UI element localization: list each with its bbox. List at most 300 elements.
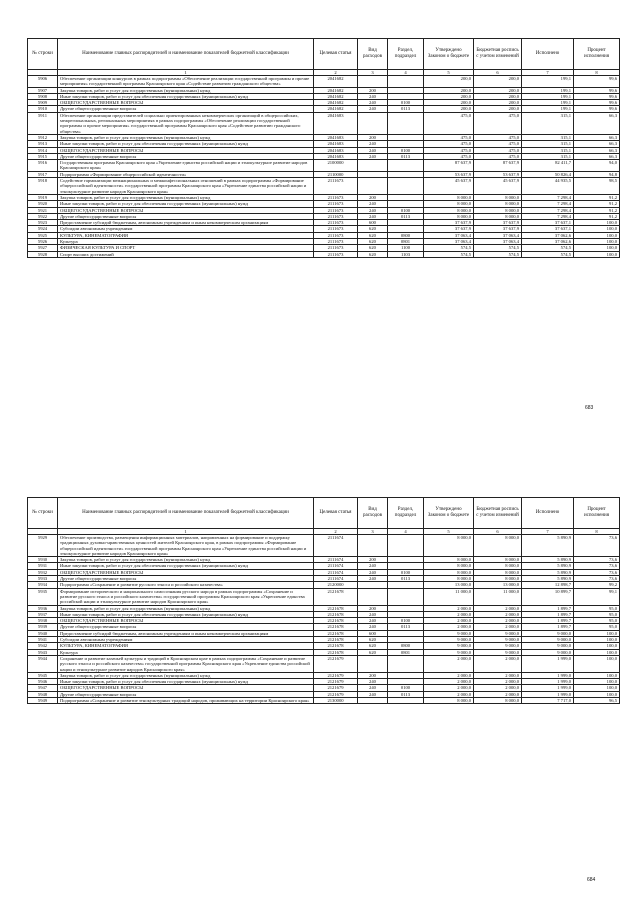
row-approved: 475,0 (424, 147, 474, 153)
row-section (388, 112, 424, 134)
row-name: Культура (58, 239, 314, 245)
row-percent: 95,0 (574, 605, 620, 611)
row-name: Другие общегосударственные вопросы (58, 576, 314, 582)
column-number: 8 (574, 529, 620, 535)
row-executed: 199,1 (522, 106, 574, 112)
row-percent: 99,2 (574, 582, 620, 588)
row-approved: 475,0 (424, 134, 474, 140)
row-expense-kind (358, 76, 388, 88)
row-number: 5906 (28, 76, 58, 88)
row-target-article: 2111673 (314, 232, 358, 238)
row-number: 5934 (28, 582, 58, 588)
column-number: 4 (388, 529, 424, 535)
row-executed: 1 999,0 (522, 685, 574, 691)
row-name: Закупка товаров, работ и услуг для государственных (муниципальных) нужд (58, 605, 314, 611)
row-approved: 8 000,0 (424, 557, 474, 563)
row-budget-list: 37 637,9 (474, 220, 522, 226)
row-target-article: 2041682 (314, 93, 358, 99)
row-executed: 37 637,1 (522, 220, 574, 226)
row-target-article: 2121678 (314, 618, 358, 624)
row-budget-list: 2 000,0 (474, 611, 522, 617)
row-number: 5933 (28, 576, 58, 582)
row-number: 5947 (28, 685, 58, 691)
row-target-article: 2111673 (314, 213, 358, 219)
row-budget-list: 475,0 (474, 134, 522, 140)
row-name: ФИЗИЧЕСКАЯ КУЛЬТУРА И СПОРТ (58, 245, 314, 251)
row-section: 0100 (388, 100, 424, 106)
row-percent: 66,3 (574, 134, 620, 140)
row-section: 0800 (388, 643, 424, 649)
row-section: 0100 (388, 685, 424, 691)
row-target-article: 2041682 (314, 106, 358, 112)
row-name: ОБЩЕГОСУДАРСТВЕННЫЕ ВОПРОСЫ (58, 685, 314, 691)
row-section: 0100 (388, 207, 424, 213)
row-approved: 2 000,0 (424, 672, 474, 678)
row-budget-list: 200,0 (474, 76, 522, 88)
row-name: Закупка товаров, работ и услуг для государственных (муниципальных) нужд (58, 557, 314, 563)
row-budget-list: 11 000,0 (474, 588, 522, 605)
row-expense-kind: 620 (358, 245, 388, 251)
row-percent: 100,0 (574, 245, 620, 251)
row-name: ОБЩЕГОСУДАРСТВЕННЫЕ ВОПРОСЫ (58, 618, 314, 624)
row-name: Закупка товаров, работ и услуг для государственных (муниципальных) нужд (58, 672, 314, 678)
row-approved: 200,0 (424, 106, 474, 112)
row-number: 5907 (28, 87, 58, 93)
row-number: 5915 (28, 153, 58, 159)
row-budget-list: 8 000,0 (474, 207, 522, 213)
row-approved: 8 000,0 (424, 207, 474, 213)
header-expense-kind: Вид расходов (358, 39, 388, 70)
table-row (28, 112, 620, 134)
table-row (28, 76, 620, 88)
row-approved: 9 000,0 (424, 637, 474, 643)
row-budget-list: 574,5 (474, 245, 522, 251)
column-number: 7 (522, 529, 574, 535)
row-executed: 50 826,4 (522, 171, 574, 177)
header-executed: Исполнено (522, 39, 574, 70)
row-target-article: 2121678 (314, 611, 358, 617)
row-number: 5925 (28, 232, 58, 238)
row-budget-list: 9 000,0 (474, 649, 522, 655)
row-name: Другие общегосударственные вопросы (58, 691, 314, 697)
row-approved: 200,0 (424, 87, 474, 93)
row-executed: 1 999,0 (522, 679, 574, 685)
column-number: 3 (358, 70, 388, 76)
row-target-article: 2130000 (314, 698, 358, 704)
row-target-article: 2041682 (314, 87, 358, 93)
row-target-article: 2041682 (314, 76, 358, 88)
row-number: 5944 (28, 655, 58, 672)
row-name: Другие общегосударственные вопросы (58, 213, 314, 219)
row-target-article: 2121679 (314, 691, 358, 697)
row-number: 5949 (28, 698, 58, 704)
row-approved: 8 000,0 (424, 213, 474, 219)
row-target-article: 2121678 (314, 588, 358, 605)
row-expense-kind: 240 (358, 685, 388, 691)
row-name: Государственная программа Красноярского края «Укрепление единства российской нации и этнокультурное развитие народов Красноярского края» (58, 160, 314, 172)
header-percent: Процент исполнения (574, 39, 620, 70)
row-budget-list: 8 000,0 (474, 535, 522, 557)
row-number: 5938 (28, 618, 58, 624)
row-executed: 5 890,9 (522, 535, 574, 557)
row-target-article: 2121679 (314, 672, 358, 678)
row-expense-kind: 600 (358, 220, 388, 226)
row-target-article: 2111674 (314, 563, 358, 569)
row-percent: 100,0 (574, 679, 620, 685)
row-expense-kind: 620 (358, 649, 388, 655)
row-expense-kind: 200 (358, 672, 388, 678)
column-number: 3 (358, 529, 388, 535)
row-name: Иные закупки товаров, работ и услуг для обеспечения государственных (муниципальных) нужд (58, 201, 314, 207)
row-executed: 37 637,1 (522, 226, 574, 232)
row-percent: 99,6 (574, 93, 620, 99)
row-approved: 2 000,0 (424, 605, 474, 611)
row-target-article: 2111673 (314, 239, 358, 245)
row-name: Обеспечение производства, размещения информационных материалов, направленных на формирование и поддержку традиционных духовно-нравственных ценностей жителей Красноярского края, в рамках подпрограммы «Формирование общероссийской идентичности» государственной программы Красноярского края «Укрепление единства российской нации и этнокультурное развитие народов Красноярского края» (58, 535, 314, 557)
row-expense-kind: 200 (358, 194, 388, 200)
row-expense-kind: 620 (358, 226, 388, 232)
row-expense-kind (358, 535, 388, 557)
row-section: 0113 (388, 576, 424, 582)
row-number: 5912 (28, 134, 58, 140)
header-row-number: № строки (28, 498, 58, 529)
row-name: Обеспечение организации представителей социально ориентированных некоммерческих организаций в общероссийских, межрегиональных, региональных мероприятиях в рамках подпрограммы «Обеспечение реализации государственной программы и прочие мероприятия» государственной программы Красноярского края «Содействие развитию гражданского общества» (58, 112, 314, 134)
row-section: 0113 (388, 153, 424, 159)
row-expense-kind: 620 (358, 232, 388, 238)
row-percent: 94,0 (574, 160, 620, 172)
row-target-article: 2110000 (314, 171, 358, 177)
row-executed: 7 717,0 (522, 698, 574, 704)
row-executed: 315,1 (522, 153, 574, 159)
row-executed: 44 935,5 (522, 178, 574, 195)
row-number: 5931 (28, 563, 58, 569)
row-percent: 66,3 (574, 141, 620, 147)
row-executed: 1 899,7 (522, 611, 574, 617)
row-executed: 1 999,0 (522, 655, 574, 672)
row-expense-kind: 620 (358, 239, 388, 245)
row-percent: 100,0 (574, 637, 620, 643)
header-target-article: Целевая статья (314, 39, 358, 70)
row-percent: 98,5 (574, 178, 620, 195)
row-executed: 37 062,6 (522, 239, 574, 245)
row-percent: 91,2 (574, 194, 620, 200)
row-approved: 475,0 (424, 141, 474, 147)
row-percent: 96,5 (574, 698, 620, 704)
row-executed: 5 890,9 (522, 576, 574, 582)
row-budget-list: 2 000,0 (474, 605, 522, 611)
row-budget-list: 8 000,0 (474, 698, 522, 704)
row-target-article: 2111674 (314, 557, 358, 563)
row-target-article: 2041683 (314, 141, 358, 147)
row-executed: 199,1 (522, 76, 574, 88)
row-name: Другие общегосударственные вопросы (58, 106, 314, 112)
row-target-article: 2111673 (314, 207, 358, 213)
row-budget-list: 37 063,4 (474, 232, 522, 238)
row-percent: 100,0 (574, 220, 620, 226)
row-percent: 100,0 (574, 685, 620, 691)
row-section (388, 655, 424, 672)
row-section (388, 76, 424, 88)
row-executed: 9 000,0 (522, 649, 574, 655)
row-percent: 73,6 (574, 563, 620, 569)
row-target-article: 2111674 (314, 569, 358, 575)
row-expense-kind: 240 (358, 106, 388, 112)
row-executed: 12 898,7 (522, 582, 574, 588)
row-number: 5939 (28, 624, 58, 630)
row-budget-list: 45 637,9 (474, 178, 522, 195)
row-budget-list: 475,0 (474, 112, 522, 134)
row-percent: 100,0 (574, 226, 620, 232)
row-number: 5914 (28, 147, 58, 153)
row-target-article: 2111673 (314, 178, 358, 195)
row-budget-list: 2 000,0 (474, 685, 522, 691)
row-name: КУЛЬТУРА, КИНЕМАТОГРАФИЯ (58, 232, 314, 238)
row-approved: 2 000,0 (424, 611, 474, 617)
table-row (28, 655, 620, 672)
row-executed: 5 890,9 (522, 557, 574, 563)
row-name: Содействие гармонизации межнациональных и межконфессиональных отношений в рамках подпрограммы «Формирование общероссийской идентичности» государственной программы Красноярского края «Укрепление единства российской нации и этнокультурное развитие народов Красноярского края» (58, 178, 314, 195)
row-target-article: 2041683 (314, 134, 358, 140)
row-approved: 574,5 (424, 245, 474, 251)
row-approved: 13 000,0 (424, 582, 474, 588)
row-budget-list: 475,0 (474, 147, 522, 153)
row-approved: 200,0 (424, 100, 474, 106)
row-expense-kind: 240 (358, 679, 388, 685)
row-target-article: 2121679 (314, 679, 358, 685)
row-name: Субсидии автономным учреждениям (58, 226, 314, 232)
row-approved: 37 063,4 (424, 239, 474, 245)
row-approved: 8 000,0 (424, 535, 474, 557)
row-budget-list: 13 000,0 (474, 582, 522, 588)
header-budget-list: Бюджетная роспись с учетом изменений (474, 498, 522, 529)
header-percent: Процент исполнения (574, 498, 620, 529)
row-number: 5921 (28, 207, 58, 213)
row-name: ОБЩЕГОСУДАРСТВЕННЫЕ ВОПРОСЫ (58, 569, 314, 575)
row-percent: 100,0 (574, 691, 620, 697)
row-budget-list: 2 000,0 (474, 679, 522, 685)
row-section: 0801 (388, 239, 424, 245)
row-percent: 100,0 (574, 630, 620, 636)
row-approved: 2 000,0 (424, 691, 474, 697)
row-number: 5928 (28, 251, 58, 257)
row-percent: 73,6 (574, 557, 620, 563)
row-name: Закупка товаров, работ и услуг для государственных (муниципальных) нужд (58, 134, 314, 140)
row-number: 5908 (28, 93, 58, 99)
row-name: Другие общегосударственные вопросы (58, 153, 314, 159)
row-number: 5911 (28, 112, 58, 134)
row-number: 5929 (28, 535, 58, 557)
row-percent: 99,6 (574, 76, 620, 88)
row-expense-kind: 240 (358, 93, 388, 99)
row-target-article: 2111673 (314, 245, 358, 251)
row-executed: 9 000,0 (522, 630, 574, 636)
header-target-article: Целевая статья (314, 498, 358, 529)
column-number: 6 (474, 70, 522, 76)
row-number: 5920 (28, 201, 58, 207)
column-number: 5 (424, 529, 474, 535)
row-percent: 95,0 (574, 611, 620, 617)
row-number: 5936 (28, 605, 58, 611)
row-expense-kind: 200 (358, 87, 388, 93)
budget-table (27, 38, 620, 258)
row-number: 5917 (28, 171, 58, 177)
row-target-article: 2121679 (314, 685, 358, 691)
row-name: Подпрограмма «Формирование общероссийской идентичности» (58, 171, 314, 177)
row-budget-list: 2 000,0 (474, 618, 522, 624)
header-name: Наименование главных распорядителей и наименование показателей бюджетной классификации (58, 498, 314, 529)
row-name: Предоставление субсидий бюджетным, автономным учреждениям и иным некоммерческим организациям (58, 630, 314, 636)
row-name: Иные закупки товаров, работ и услуг для обеспечения государственных (муниципальных) нужд (58, 141, 314, 147)
row-number: 5943 (28, 649, 58, 655)
column-number: 1 (58, 70, 314, 76)
row-number: 5945 (28, 672, 58, 678)
row-expense-kind (358, 698, 388, 704)
row-section: 0113 (388, 624, 424, 630)
row-percent: 99,1 (574, 588, 620, 605)
row-budget-list: 8 000,0 (474, 569, 522, 575)
row-budget-list: 200,0 (474, 106, 522, 112)
row-budget-list: 9 000,0 (474, 643, 522, 649)
row-approved: 37 063,4 (424, 232, 474, 238)
column-number: 6 (474, 529, 522, 535)
row-number: 5927 (28, 245, 58, 251)
row-percent: 100,0 (574, 655, 620, 672)
header-section: Раздел, подраздел (388, 498, 424, 529)
row-target-article: 2120000 (314, 582, 358, 588)
row-expense-kind (358, 655, 388, 672)
row-expense-kind: 200 (358, 134, 388, 140)
header-approved: Утверждено Законом о бюджете (424, 39, 474, 70)
row-executed: 82 411,7 (522, 160, 574, 172)
row-name: ОБЩЕГОСУДАРСТВЕННЫЕ ВОПРОСЫ (58, 147, 314, 153)
row-section (388, 178, 424, 195)
row-executed: 1 999,0 (522, 691, 574, 697)
row-budget-list: 200,0 (474, 87, 522, 93)
row-approved: 2 000,0 (424, 685, 474, 691)
row-number: 5924 (28, 226, 58, 232)
row-expense-kind: 240 (358, 153, 388, 159)
row-target-article: 2111673 (314, 201, 358, 207)
row-name: Иные закупки товаров, работ и услуг для обеспечения государственных (муниципальных) нужд (58, 611, 314, 617)
row-percent: 100,0 (574, 643, 620, 649)
row-target-article: 2111674 (314, 535, 358, 557)
row-percent: 66,3 (574, 147, 620, 153)
page-number: 683 (585, 405, 594, 411)
row-percent: 100,0 (574, 239, 620, 245)
budget-page-683 (27, 38, 619, 411)
row-expense-kind: 620 (358, 251, 388, 257)
row-expense-kind: 600 (358, 630, 388, 636)
row-approved: 8 000,0 (424, 569, 474, 575)
row-executed: 574,5 (522, 251, 574, 257)
row-percent: 100,0 (574, 672, 620, 678)
row-percent: 100,0 (574, 251, 620, 257)
row-name: Иные закупки товаров, работ и услуг для обеспечения государственных (муниципальных) нужд (58, 679, 314, 685)
row-number: 5935 (28, 588, 58, 605)
row-expense-kind: 240 (358, 569, 388, 575)
header-expense-kind: Вид расходов (358, 498, 388, 529)
row-approved: 2 000,0 (424, 679, 474, 685)
row-section: 0100 (388, 569, 424, 575)
row-section: 0800 (388, 232, 424, 238)
row-target-article: 2121678 (314, 643, 358, 649)
column-number: 5 (424, 70, 474, 76)
row-percent: 99,6 (574, 100, 620, 106)
row-target-article: 2121678 (314, 605, 358, 611)
row-percent: 73,6 (574, 576, 620, 582)
header-section: Раздел, подраздел (388, 39, 424, 70)
row-section: 0100 (388, 147, 424, 153)
row-name: Культура (58, 649, 314, 655)
table-row (28, 588, 620, 605)
row-number: 5941 (28, 637, 58, 643)
row-number: 5923 (28, 220, 58, 226)
row-expense-kind: 240 (358, 213, 388, 219)
row-name: Предоставление субсидий бюджетным, автономным учреждениям и иным некоммерческим организациям (58, 220, 314, 226)
row-percent: 66,3 (574, 112, 620, 134)
row-executed: 7 298,4 (522, 213, 574, 219)
column-number: 7 (522, 70, 574, 76)
row-name: Спорт высших достижений (58, 251, 314, 257)
row-executed: 199,1 (522, 87, 574, 93)
row-section: 1103 (388, 251, 424, 257)
row-budget-list: 8 000,0 (474, 194, 522, 200)
row-name: Другие общегосударственные вопросы (58, 624, 314, 630)
row-expense-kind: 240 (358, 141, 388, 147)
row-executed: 9 000,0 (522, 637, 574, 643)
row-percent: 100,0 (574, 232, 620, 238)
row-number: 5946 (28, 679, 58, 685)
row-target-article: 2111673 (314, 220, 358, 226)
row-section: 0100 (388, 618, 424, 624)
header-approved: Утверждено Законом о бюджете (424, 498, 474, 529)
row-number: 5930 (28, 557, 58, 563)
row-budget-list: 8 000,0 (474, 563, 522, 569)
row-budget-list: 9 000,0 (474, 637, 522, 643)
row-target-article: 2121678 (314, 637, 358, 643)
row-name: Закупка товаров, работ и услуг для государственных (муниципальных) нужд (58, 194, 314, 200)
row-executed: 315,1 (522, 147, 574, 153)
row-name: ОБЩЕГОСУДАРСТВЕННЫЕ ВОПРОСЫ (58, 100, 314, 106)
row-expense-kind: 240 (358, 207, 388, 213)
row-target-article: 2121678 (314, 630, 358, 636)
row-expense-kind: 240 (358, 576, 388, 582)
row-percent: 99,6 (574, 87, 620, 93)
row-expense-kind: 240 (358, 563, 388, 569)
row-approved: 200,0 (424, 93, 474, 99)
table-body (28, 76, 620, 258)
row-approved: 200,0 (424, 76, 474, 88)
row-budget-list: 2 000,0 (474, 655, 522, 672)
row-budget-list: 8 000,0 (474, 201, 522, 207)
row-budget-list: 8 000,0 (474, 213, 522, 219)
row-section: 1100 (388, 245, 424, 251)
row-percent: 95,0 (574, 618, 620, 624)
row-name: Иные закупки товаров, работ и услуг для обеспечения государственных (муниципальных) нужд (58, 93, 314, 99)
row-executed: 10 899,7 (522, 588, 574, 605)
header-name: Наименование главных распорядителей и наименование показателей бюджетной классификации (58, 39, 314, 70)
row-approved: 8 000,0 (424, 563, 474, 569)
row-name: Подпрограмма «Сохранение и развитие русского этноса и российского казачества» (58, 582, 314, 588)
row-budget-list: 475,0 (474, 153, 522, 159)
column-number: 8 (574, 70, 620, 76)
row-budget-list: 200,0 (474, 100, 522, 106)
row-executed: 1 899,7 (522, 605, 574, 611)
column-number: 1 (58, 529, 314, 535)
row-expense-kind: 240 (358, 618, 388, 624)
table-row (28, 178, 620, 195)
row-name: ОБЩЕГОСУДАРСТВЕННЫЕ ВОПРОСЫ (58, 207, 314, 213)
